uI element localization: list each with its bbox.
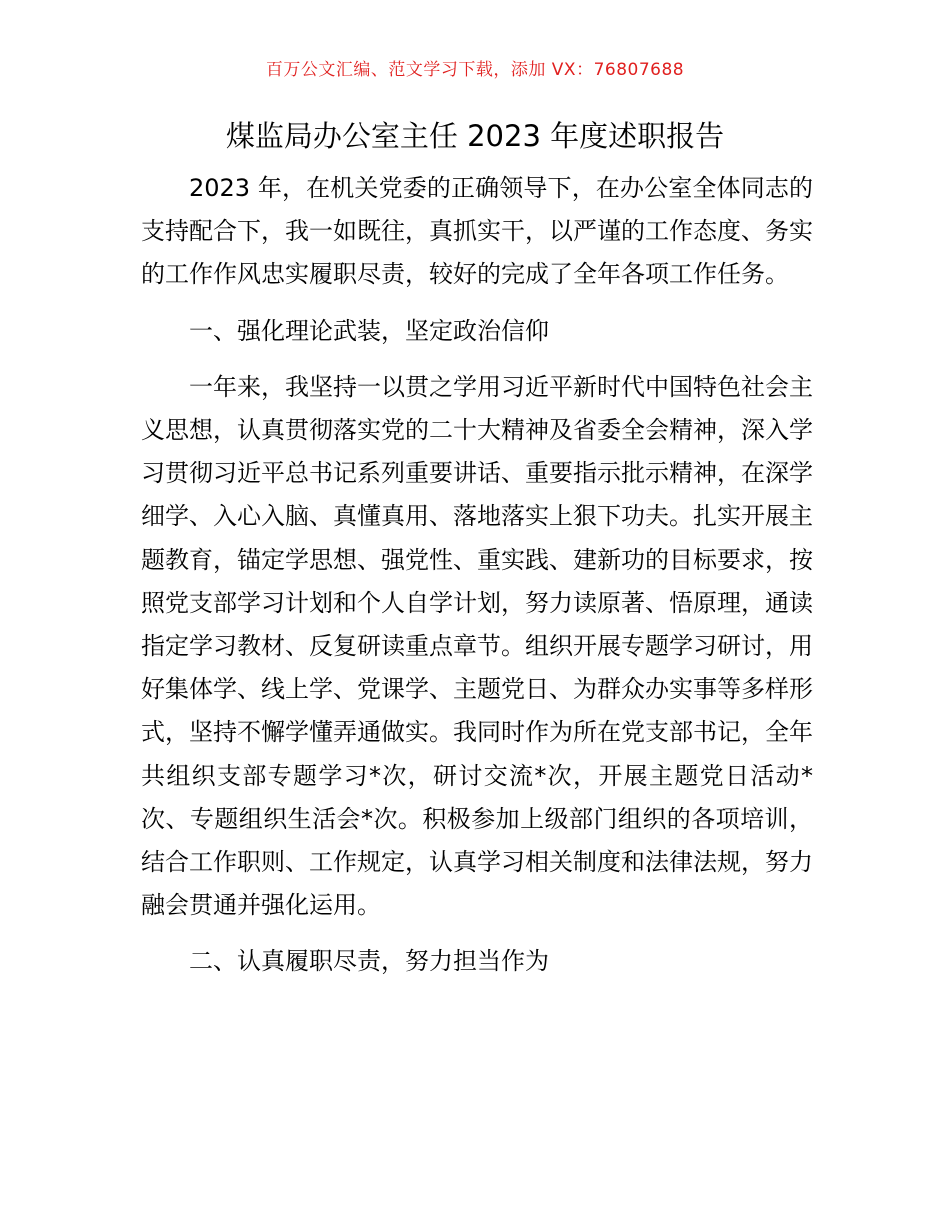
document-title: 煤监局办公室主任 2023 年度述职报告: [225, 119, 725, 153]
intro-paragraph: 2023 年，在机关党委的正确领导下，在办公室全体同志的支持配合下，我一如既往，真抓实干，以严谨的工作态度、务实的工作作风忠实履职尽责，较好的完成了全年各项工作任务。: [141, 174, 813, 289]
section-1-heading: 一、强化理论武装，坚定政治信仰: [189, 316, 549, 345]
watermark-banner: 百万公文汇编、范文学习下载，添加 VX：76807688: [265, 60, 685, 80]
section-2-heading: 二、认真履职尽责，努力担当作为: [189, 947, 549, 976]
document-body: [141, 167, 813, 997]
section-1-paragraph: 一年来，我坚持一以贯之学用习近平新时代中国特色社会主义思想，认真贯彻落实党的二十大精神及省委全会精神，深入学习贯彻习近平总书记系列重要讲话、重要指示批示精神，在深学细学、入心入脑、真懂真用、落地落实上狠下功夫。扎实开展主题教育，锚定学思想、强党性、重实践、建新功的目标要求，按照党支部学习计划和个人自学计划，努力读原著、悟原理，通读指定学习教材、反复研读重点章节。组织开展专题学习研讨，用好集体学、线上学、党课学、主题党日、为群众办实事等多样形式，坚持不懈学懂弄通做实。我同时作为所在党支部书记，全年共组织支部专题学习*次，研讨交流*次，开展主题党日活动*次、专题组织生活会*次。积极参加上级部门组织的各项培训，结合工作职则、工作规定，认真学习相关制度和法律法规，努力融会贯通并强化运用。: [141, 372, 813, 920]
